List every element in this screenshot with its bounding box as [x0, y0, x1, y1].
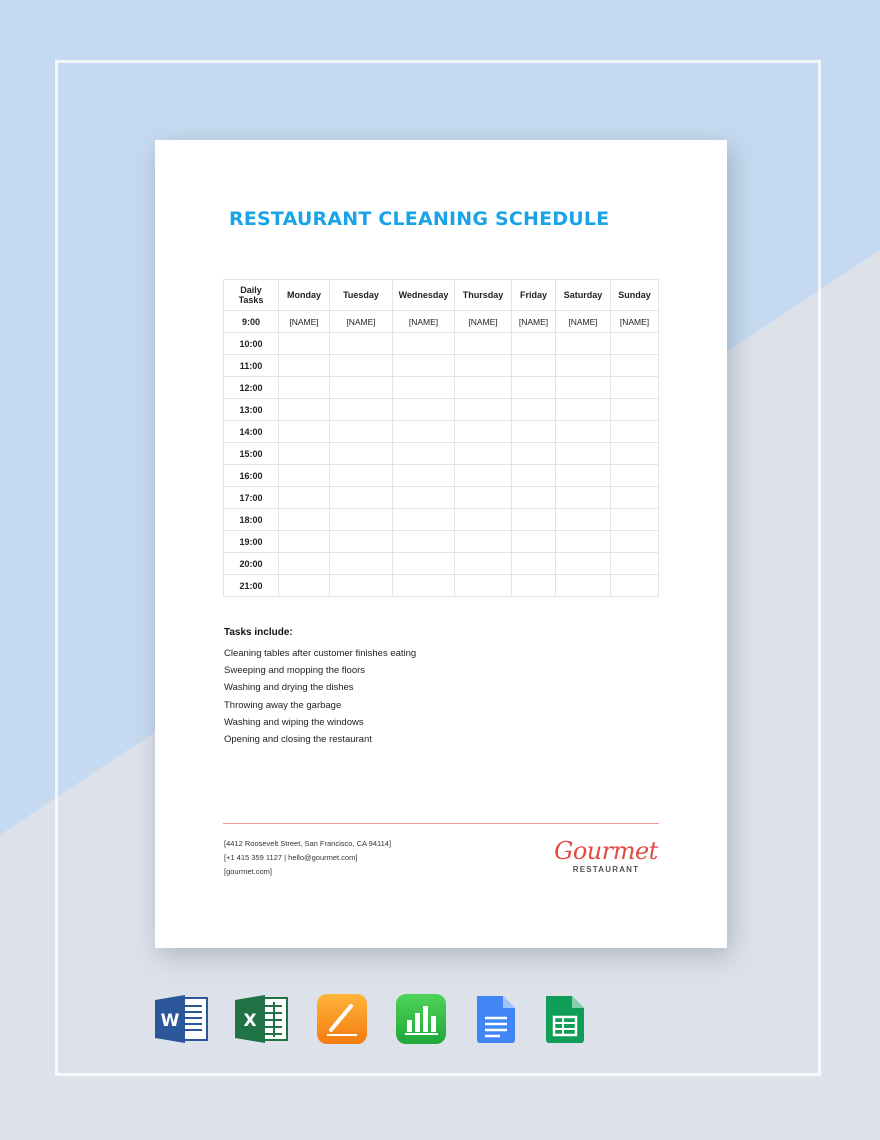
schedule-cell	[611, 377, 659, 399]
footer-divider	[223, 823, 659, 824]
schedule-cell	[393, 421, 455, 443]
footer-address: [4412 Roosevelt Street, San Francisco, CA 94114]	[224, 839, 392, 848]
google-docs-icon[interactable]	[475, 994, 517, 1044]
svg-text:X: X	[243, 1011, 257, 1031]
schedule-cell	[455, 553, 512, 575]
schedule-cell	[279, 531, 330, 553]
schedule-cell	[455, 487, 512, 509]
schedule-cell	[455, 575, 512, 597]
schedule-cell	[455, 443, 512, 465]
column-header-daily-tasks: Daily Tasks	[224, 280, 279, 311]
schedule-cell	[330, 487, 393, 509]
schedule-cell	[512, 531, 556, 553]
table-row	[224, 421, 659, 443]
column-header-monday: Monday	[279, 280, 330, 311]
schedule-cell	[556, 487, 611, 509]
time-cell: 18:00	[224, 509, 279, 531]
schedule-cell	[393, 333, 455, 355]
column-header-friday: Friday	[512, 280, 556, 311]
schedule-cell	[393, 377, 455, 399]
schedule-cell: [NAME]	[556, 311, 611, 333]
schedule-cell	[611, 421, 659, 443]
schedule-cell	[556, 333, 611, 355]
column-header-thursday: Thursday	[455, 280, 512, 311]
numbers-icon[interactable]	[396, 994, 446, 1044]
word-icon[interactable]	[155, 994, 209, 1044]
schedule-cell	[330, 377, 393, 399]
schedule-cell	[393, 355, 455, 377]
list-item: Washing and drying the dishes	[224, 682, 354, 694]
schedule-cell	[279, 487, 330, 509]
time-cell: 16:00	[224, 465, 279, 487]
schedule-cell	[455, 421, 512, 443]
document-page	[155, 140, 727, 948]
table-row	[224, 355, 659, 377]
schedule-cell	[556, 553, 611, 575]
schedule-cell	[455, 333, 512, 355]
table-row	[224, 399, 659, 421]
schedule-cell	[611, 355, 659, 377]
time-cell: 13:00	[224, 399, 279, 421]
schedule-cell	[279, 575, 330, 597]
logo-subtitle: RESTAURANT	[572, 865, 640, 874]
schedule-cell	[279, 333, 330, 355]
table-row	[224, 377, 659, 399]
list-item: Cleaning tables after customer finishes eating	[224, 648, 417, 659]
schedule-cell	[330, 465, 393, 487]
schedule-cell	[455, 355, 512, 377]
logo-name: Gourmet	[554, 837, 658, 865]
schedule-cell	[279, 443, 330, 465]
schedule-cell	[611, 443, 659, 465]
schedule-cell	[330, 553, 393, 575]
schedule-cell	[279, 421, 330, 443]
schedule-cell	[279, 465, 330, 487]
list-item: Sweeping and mopping the floors	[224, 665, 366, 677]
schedule-cell: [NAME]	[279, 311, 330, 333]
table-row	[224, 531, 659, 553]
svg-text:W: W	[160, 1011, 180, 1031]
schedule-cell	[611, 553, 659, 575]
schedule-cell: [NAME]	[455, 311, 512, 333]
schedule-cell	[393, 399, 455, 421]
schedule-cell	[279, 553, 330, 575]
schedule-cell	[556, 465, 611, 487]
table-row	[224, 487, 659, 509]
column-header-tuesday: Tuesday	[330, 280, 393, 311]
schedule-cell	[611, 465, 659, 487]
time-cell: 14:00	[224, 421, 279, 443]
time-cell: 19:00	[224, 531, 279, 553]
schedule-cell	[512, 421, 556, 443]
schedule-cell	[512, 399, 556, 421]
schedule-cell	[330, 531, 393, 553]
schedule-cell	[512, 487, 556, 509]
time-cell: 9:00	[224, 311, 279, 333]
schedule-cell	[279, 399, 330, 421]
schedule-cell	[556, 355, 611, 377]
table-row	[224, 465, 659, 487]
schedule-cell	[512, 509, 556, 531]
tasks-heading: Tasks include:	[224, 627, 293, 638]
table-header-row	[224, 280, 659, 311]
list-item: Opening and closing the restaurant	[224, 733, 372, 745]
table-row	[224, 333, 659, 355]
time-cell: 12:00	[224, 377, 279, 399]
schedule-cell	[611, 333, 659, 355]
time-cell: 10:00	[224, 333, 279, 355]
schedule-cell	[611, 399, 659, 421]
schedule-cell	[455, 399, 512, 421]
schedule-cell	[393, 509, 455, 531]
footer-phone-email: [+1 415 359 1127 | hello@gourmet.com]	[224, 853, 358, 862]
schedule-cell	[556, 531, 611, 553]
schedule-cell	[512, 465, 556, 487]
page-title: RESTAURANT CLEANING SCHEDULE	[229, 208, 610, 230]
schedule-cell	[393, 487, 455, 509]
schedule-cell	[556, 575, 611, 597]
schedule-cell	[512, 333, 556, 355]
schedule-table	[223, 279, 659, 597]
schedule-cell	[512, 575, 556, 597]
schedule-cell	[611, 509, 659, 531]
pages-icon[interactable]	[317, 994, 367, 1044]
footer-contact	[224, 838, 391, 880]
schedule-cell	[330, 575, 393, 597]
schedule-cell	[455, 377, 512, 399]
column-header-wednesday: Wednesday	[393, 280, 455, 311]
list-item: Throwing away the garbage	[224, 699, 342, 711]
schedule-cell	[393, 465, 455, 487]
column-header-saturday: Saturday	[556, 280, 611, 311]
schedule-cell	[512, 355, 556, 377]
schedule-cell	[611, 575, 659, 597]
schedule-cell	[455, 465, 512, 487]
schedule-cell	[279, 355, 330, 377]
schedule-cell	[512, 377, 556, 399]
time-cell: 21:00	[224, 575, 279, 597]
schedule-cell	[330, 399, 393, 421]
schedule-cell	[330, 355, 393, 377]
table-row	[224, 311, 659, 333]
schedule-cell: [NAME]	[330, 311, 393, 333]
schedule-cell	[330, 421, 393, 443]
schedule-cell	[330, 333, 393, 355]
schedule-cell	[556, 399, 611, 421]
format-icons	[155, 994, 585, 1044]
column-header-sunday: Sunday	[611, 280, 659, 311]
schedule-cell	[393, 443, 455, 465]
schedule-cell	[393, 531, 455, 553]
time-cell: 11:00	[224, 355, 279, 377]
table-row	[224, 575, 659, 597]
schedule-cell: [NAME]	[512, 311, 556, 333]
schedule-cell	[279, 509, 330, 531]
list-item: Washing and wiping the windows	[224, 716, 364, 728]
footer-website: [gourmet.com]	[224, 867, 272, 876]
schedule-cell	[330, 509, 393, 531]
table-row	[224, 509, 659, 531]
schedule-cell: [NAME]	[393, 311, 455, 333]
schedule-cell	[556, 377, 611, 399]
schedule-cell	[512, 553, 556, 575]
table-row	[224, 553, 659, 575]
time-cell: 15:00	[224, 443, 279, 465]
schedule-cell	[455, 531, 512, 553]
gourmet-logo	[553, 837, 659, 875]
schedule-cell	[556, 443, 611, 465]
schedule-cell	[279, 377, 330, 399]
schedule-cell	[556, 421, 611, 443]
schedule-cell	[393, 575, 455, 597]
schedule-cell	[556, 509, 611, 531]
excel-icon[interactable]	[235, 994, 289, 1044]
schedule-cell	[393, 553, 455, 575]
schedule-cell: [NAME]	[611, 311, 659, 333]
schedule-cell	[611, 531, 659, 553]
schedule-cell	[611, 487, 659, 509]
table-row	[224, 443, 659, 465]
time-cell: 17:00	[224, 487, 279, 509]
tasks-list	[224, 648, 416, 751]
google-sheets-icon[interactable]	[544, 994, 586, 1044]
schedule-cell	[512, 443, 556, 465]
schedule-cell	[330, 443, 393, 465]
time-cell: 20:00	[224, 553, 279, 575]
schedule-cell	[455, 509, 512, 531]
